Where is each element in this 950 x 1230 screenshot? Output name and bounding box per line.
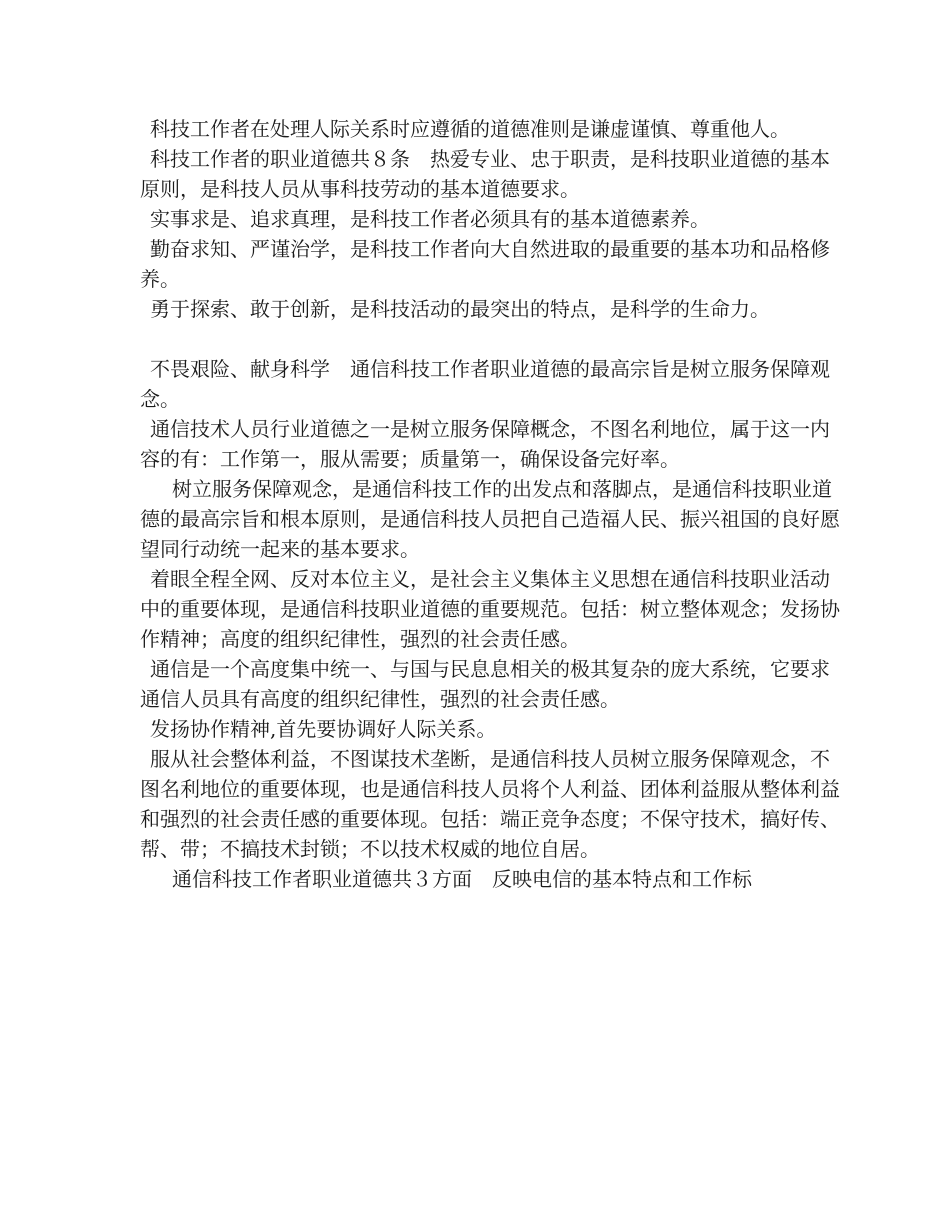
- paragraph: 通信科技工作者职业道德共３方面 反映电信的基本特点和工作标: [172, 867, 752, 891]
- paragraph: 通信技术人员行业道德之一是树立服务保障概念，不图名利地位，属于这一内容的有：工作第一，服从需要；质量第一，确保设备完好率。: [140, 417, 830, 471]
- paragraph: 实事求是、追求真理，是科技工作者必须具有的基本道德素养。: [150, 207, 710, 231]
- paragraph: 科技工作者在处理人际关系时应遵循的道德准则是谦虚谨慎、尊重他人。: [150, 117, 790, 141]
- paragraph: 通信是一个高度集中统一、与国与民息息相关的极其复杂的庞大系统，它要求通信人员具有高度的组织纪律性，强烈的社会责任感。: [140, 657, 830, 711]
- paragraph: 不畏艰险、献身科学 通信科技工作者职业道德的最高宗旨是树立服务保障观念。: [140, 357, 830, 411]
- paragraph: 科技工作者的职业道德共８条 热爱专业、忠于职责，是科技职业道德的基本原则，是科技人员从事科技劳动的基本道德要求。: [140, 147, 830, 201]
- blank-line: [140, 324, 840, 354]
- paragraph: 勇于探索、敢于创新，是科技活动的最突出的特点，是科学的生命力。: [150, 297, 770, 321]
- paragraph: 发扬协作精神,首先要协调好人际关系。: [150, 717, 497, 741]
- paragraph: 树立服务保障观念，是通信科技工作的出发点和落脚点，是通信科技职业道德的最高宗旨和根本原则，是通信科技人员把自己造福人民、振兴祖国的良好愿望同行动统一起来的基本要求。: [140, 477, 840, 561]
- paragraph: 服从社会整体利益，不图谋技术垄断，是通信科技人员树立服务保障观念，不图名利地位的重要体现，也是通信科技人员将个人利益、团体利益服从整体利益和强烈的社会责任感的重要体现。包括：端正竞争态度；不保守技术，搞好传、帮、带；不搞技术封锁；不以技术权威的地位自居。: [140, 747, 840, 861]
- paragraph: 着眼全程全网、反对本位主义，是社会主义集体主义思想在通信科技职业活动中的重要体现，是通信科技职业道德的重要规范。包括：树立整体观念；发扬协作精神；高度的组织纪律性，强烈的社会责任感。: [140, 567, 840, 651]
- paragraph: 勤奋求知、严谨治学，是科技工作者向大自然进取的最重要的基本功和品格修养。: [140, 237, 830, 291]
- document-body: [140, 114, 840, 894]
